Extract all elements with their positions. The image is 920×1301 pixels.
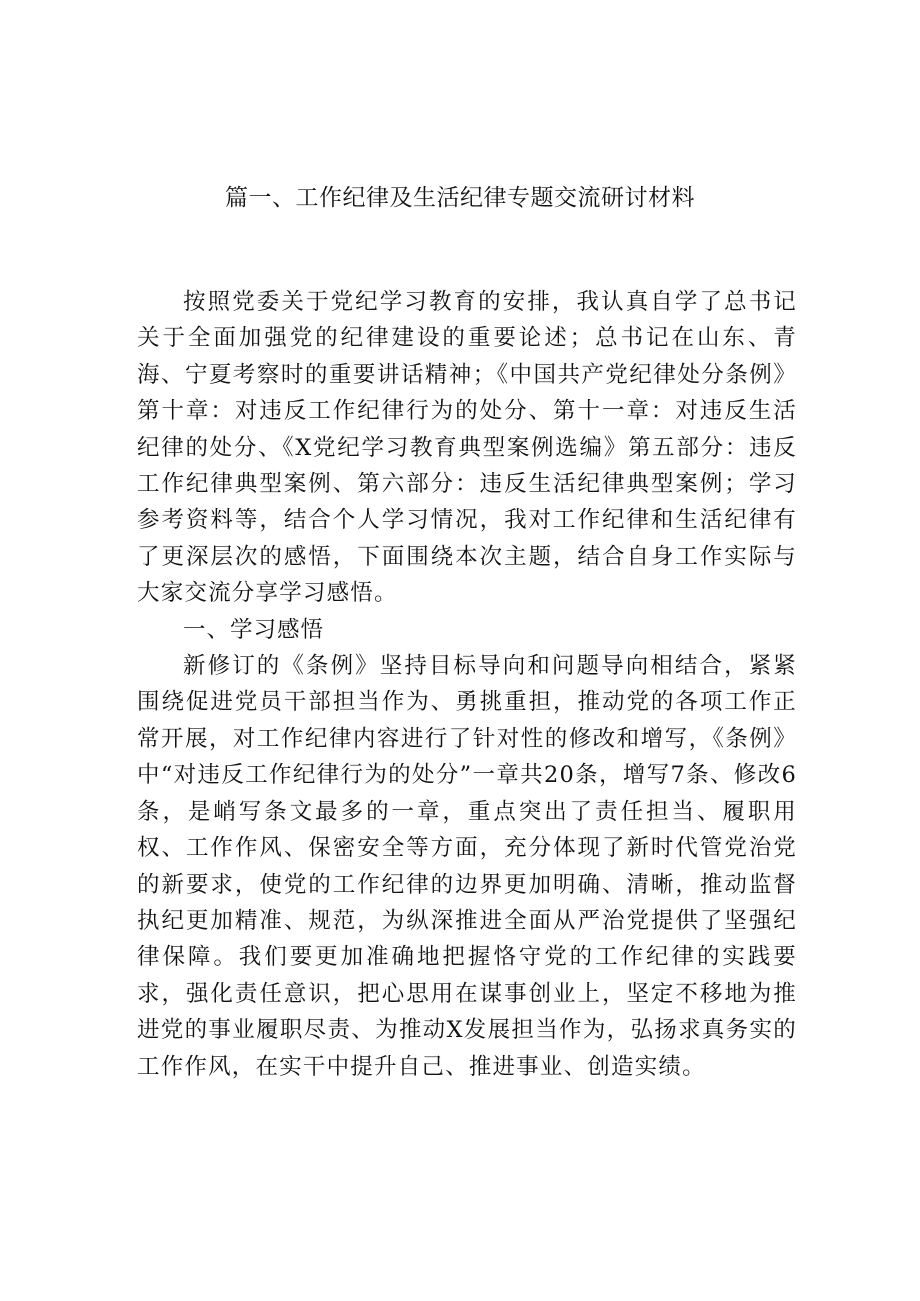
document-body: [137, 284, 797, 1085]
document-title: 篇一、工作纪律及生活纪律专题交流研讨材料: [225, 185, 695, 211]
section-heading: 一、学习感悟: [183, 616, 325, 643]
section-paragraph: 新修订的《条例》坚持目标导向和问题导向相结合，紧紧围绕促进党员干部担当作为、勇挑重担，推动党的各项工作正常开展，对工作纪律内容进行了针对性的修改和增写，《条例》中“对违反工作纪律行为的处分”一章共20条，增写7条、修改6条，是峭写条文最多的一章，重点突出了责任担当、履职用权、工作作风、保密安全等方面，充分体现了新时代管党治党的新要求，使党的工作纪律的边界更加明确、清晰，推动监督执纪更加精准、规范，为纵深推进全面从严治党提供了坚强纪律保障。我们要更加准确地把握恪守党的工作纪律的实践要求，强化责任意识，把心思用在谋事创业上，坚定不移地为推进党的事业履职尽责、为推动X发展担当作为，弘扬求真务实的工作作风，在实干中提升自己、推进事业、创造实绩。: [137, 653, 797, 1080]
intro-paragraph: 按照党委关于党纪学习教育的安排，我认真自学了总书记关于全面加强党的纪律建设的重要论述；总书记在山东、青海、宁夏考察时的重要讲话精神；《中国共产党纪律处分条例》第十章：对违反工作纪律行为的处分、第十一章：对违反生活纪律的处分、《X党纪学习教育典型案例选编》第五部分：违反工作纪律典型案例、第六部分：违反生活纪律典型案例；学习参考资料等，结合个人学习情况，我对工作纪律和生活纪律有了更深层次的感悟，下面围绕本次主题，结合自身工作实际与大家交流分享学习感悟。: [137, 289, 797, 607]
